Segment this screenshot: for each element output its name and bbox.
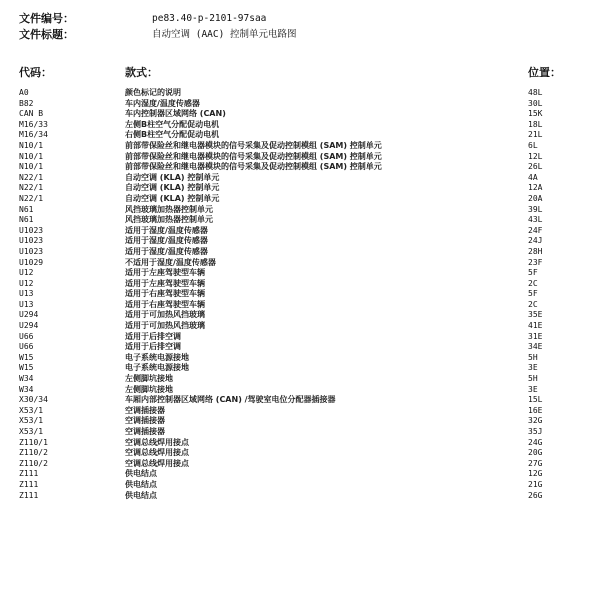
doc-number-value: pe83.40-p-2101-97saa [152,13,267,24]
row-description: 车内湿度/温度传感器 [125,98,200,108]
row-position: 39L [528,204,543,214]
row-position: 21L [528,130,543,140]
row-description: 供电结点 [125,490,157,500]
legend-table [0,88,601,501]
row-code: X53/1 [19,427,44,436]
table-row [0,152,601,163]
row-code: U1029 [19,257,44,267]
row-code: N10/1 [19,151,44,161]
row-description: 适用于湿度/温度传感器 [125,225,208,235]
row-position: 6L [528,140,538,150]
row-code: U1023 [19,225,44,235]
row-code: X30/34 [19,395,48,405]
row-position: 16E [528,405,543,415]
row-description: 空调总线焊用接点 [125,448,189,458]
table-row [0,130,601,141]
table-row [0,459,601,470]
table-row [0,279,601,290]
row-code: Z110/1 [19,437,48,447]
row-description: 空调插接器 [125,405,165,415]
table-row [0,469,601,480]
doc-number-label: 文件编号： [19,12,74,25]
row-code: N61 [19,204,34,214]
row-position: 15L [528,395,543,405]
table-row [0,141,601,152]
table-row [0,416,601,427]
row-description: 自动空调 (KLA) 控制单元 [125,172,220,182]
row-code: W34 [19,384,34,394]
row-code: Z111 [19,469,39,479]
row-description: 自动空调 (KLA) 控制单元 [125,183,220,193]
table-row [0,173,601,184]
row-code: U294 [19,310,39,320]
table-row [0,448,601,459]
code-column-header: 代码： [19,66,52,79]
row-description: 左侧脚坑接地 [125,384,173,394]
row-position: 24F [528,225,543,235]
row-position: 26G [528,490,543,500]
row-position: 20A [528,193,543,203]
row-description: 左侧脚坑接地 [125,374,173,384]
table-row [0,162,601,173]
table-row [0,427,601,438]
row-description: 前部带保险丝和继电器模块的信号采集及促动控制模组 (SAM) 控制单元 [125,162,382,172]
row-code: W15 [19,363,34,373]
row-description: 颜色标记的说明 [125,88,181,97]
row-position: 41E [528,321,543,331]
row-code: Z111 [19,490,39,500]
row-position: 28H [528,246,543,256]
row-code: U1023 [19,236,44,246]
row-position: 24J [528,236,543,246]
row-position: 34E [528,342,543,352]
row-description: 车内控制器区域网络 (CAN) [125,109,226,119]
row-code: W15 [19,352,34,362]
row-code: U294 [19,321,39,331]
row-description: 自动空调 (KLA) 控制单元 [125,193,220,203]
table-row [0,120,601,131]
row-code: N10/1 [19,162,44,172]
table-row [0,258,601,269]
row-position: 12G [528,469,543,479]
row-description: 前部带保险丝和继电器模块的信号采集及促动控制模组 (SAM) 控制单元 [125,140,382,150]
table-row [0,332,601,343]
table-row [0,395,601,406]
row-position: 18L [528,119,543,129]
table-row [0,353,601,364]
table-row [0,406,601,417]
row-description: 适用于湿度/温度传感器 [125,236,208,246]
row-description: 适用于后排空调 [125,331,181,341]
row-description: 适用于右座驾驶型车辆 [125,299,205,309]
row-description: 适用于可加热风挡玻璃 [125,310,205,320]
row-position: 5F [528,289,538,299]
row-code: U66 [19,331,34,341]
table-row [0,321,601,332]
row-description: 空调插接器 [125,427,165,436]
row-code: X53/1 [19,416,44,426]
row-description: 适用于右座驾驶型车辆 [125,289,205,299]
row-position: 30L [528,98,543,108]
row-description: 右侧B柱空气分配促动电机 [125,130,220,140]
row-description: 适用于左座驾驶型车辆 [125,278,205,288]
row-description: 风挡玻璃加热器控制单元 [125,204,213,214]
row-code: N22/1 [19,172,44,182]
table-row [0,300,601,311]
table-row [0,226,601,237]
table-row [0,310,601,321]
row-position: 5F [528,268,538,278]
row-position: 21G [528,479,543,489]
row-description: 空调总线焊用接点 [125,458,189,468]
row-code: U13 [19,299,34,309]
row-position: 26L [528,162,543,172]
row-position: 5H [528,352,538,362]
row-position: 23F [528,257,543,267]
row-description: 电子系统电源接地 [125,363,189,373]
row-code: U1023 [19,246,44,256]
row-description: 适用于可加热风挡玻璃 [125,321,205,331]
table-row [0,215,601,226]
row-code: Z110/2 [19,458,48,468]
doc-title-label: 文件标题： [19,28,74,41]
row-description: 适用于左座驾驶型车辆 [125,268,205,278]
table-row [0,99,601,110]
row-position: 35J [528,427,543,436]
table-row [0,183,601,194]
row-code: X53/1 [19,405,44,415]
table-row [0,363,601,374]
row-position: 43L [528,215,543,225]
table-row [0,88,601,99]
row-code: U66 [19,342,34,352]
table-row [0,438,601,449]
table-row [0,491,601,502]
row-code: N22/1 [19,193,44,203]
row-position: 35E [528,310,543,320]
position-column-header: 位置： [528,66,561,79]
row-code: N22/1 [19,183,44,193]
row-position: 31E [528,331,543,341]
row-code: U12 [19,278,34,288]
row-code: Z110/2 [19,448,48,458]
row-code: U12 [19,268,34,278]
row-description: 供电结点 [125,469,157,479]
row-description: 供电结点 [125,479,157,489]
row-code: Z111 [19,479,39,489]
row-description: 不适用于湿度/温度传感器 [125,257,216,267]
row-position: 2C [528,299,538,309]
row-description: 电子系统电源接地 [125,352,189,362]
table-row [0,374,601,385]
row-code: M16/34 [19,130,48,140]
table-row [0,289,601,300]
row-code: B82 [19,98,34,108]
row-code: M16/33 [19,119,48,129]
row-position: 12L [528,151,543,161]
table-row [0,109,601,120]
table-row [0,236,601,247]
row-code: W34 [19,374,34,384]
row-position: 20G [528,448,543,458]
row-position: 3E [528,384,538,394]
table-row [0,194,601,205]
row-description: 前部带保险丝和继电器模块的信号采集及促动控制模组 (SAM) 控制单元 [125,151,382,161]
row-code: N10/1 [19,140,44,150]
table-row [0,247,601,258]
row-description: 左侧B柱空气分配促动电机 [125,119,220,129]
doc-title-value: 自动空调 (AAC) 控制单元电路图 [152,29,297,40]
row-position: 24G [528,437,543,447]
row-position: 3E [528,363,538,373]
row-description: 空调插接器 [125,416,165,426]
row-position: 5H [528,374,538,384]
row-code: N61 [19,215,34,225]
row-description: 车厢内部控制器区域网络 (CAN) /驾驶室电位分配器插接器 [125,395,336,405]
row-position: 4A [528,172,538,182]
row-position: 48L [528,88,543,97]
table-row [0,268,601,279]
row-code: U13 [19,289,34,299]
table-row [0,205,601,216]
table-row [0,480,601,491]
row-description: 空调总线焊用接点 [125,437,189,447]
table-row [0,342,601,353]
row-code: A0 [19,88,29,97]
row-position: 27G [528,458,543,468]
row-code: CAN B [19,109,44,119]
row-position: 2C [528,278,538,288]
description-column-header: 款式： [125,66,158,79]
row-position: 12A [528,183,543,193]
row-description: 适用于湿度/温度传感器 [125,246,208,256]
row-position: 15K [528,109,543,119]
row-position: 32G [528,416,543,426]
row-description: 风挡玻璃加热器控制单元 [125,215,213,225]
table-row [0,385,601,396]
row-description: 适用于后排空调 [125,342,181,352]
